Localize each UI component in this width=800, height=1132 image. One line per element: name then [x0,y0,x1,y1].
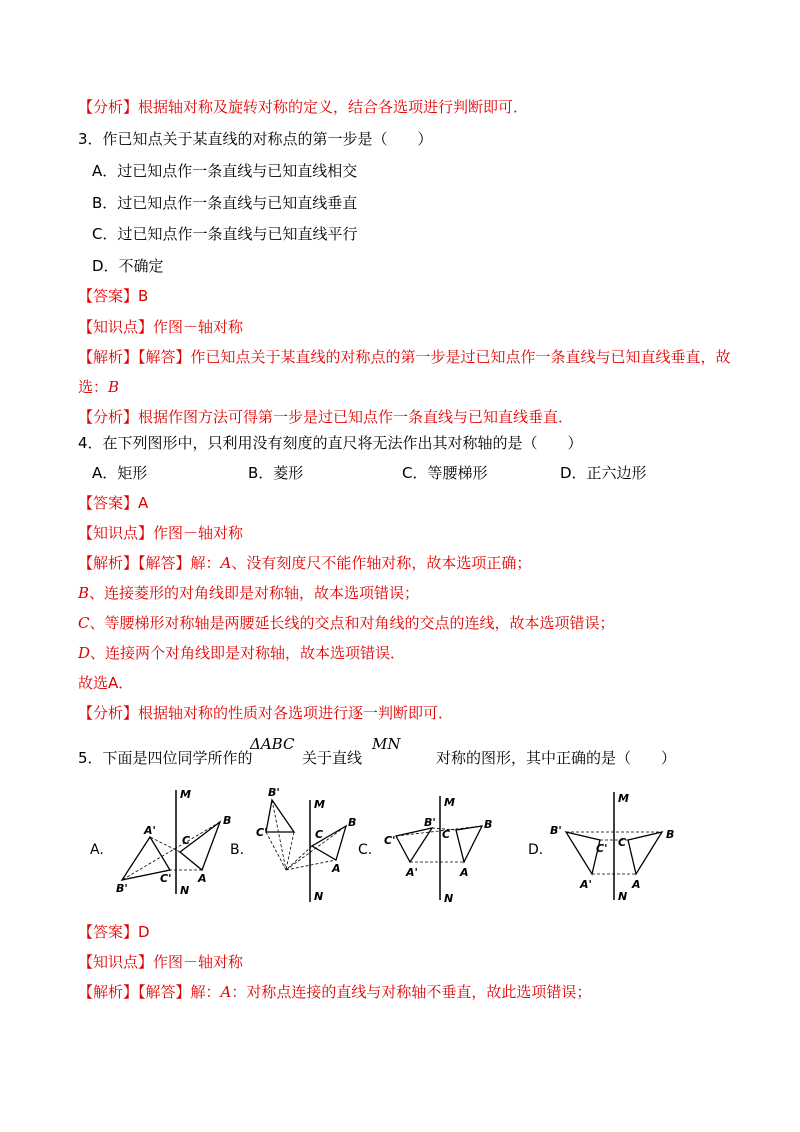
fig-d-label-c: C [618,836,627,849]
q4-solution-line1 [78,553,531,573]
q4-option-a: A．矩形 [92,464,148,482]
q5-solution-line1 [78,982,591,1002]
figure-label-d: D. [528,842,544,858]
q4-option-c: C．等腰梯形 [402,464,488,482]
fig-a-label-c1: C' [160,872,172,885]
fig-d-label-a1: A' [580,878,592,891]
q5-text-3: 对称的图形，其中正确的是（ ） [436,749,677,767]
analysis-q2: 【分析】根据轴对称及旋转对称的定义，结合各选项进行判断即可． [78,98,529,116]
q3-solution-line1: 【解析】【解答】作已知点关于某直线的对称点的第一步是过已知点作一条直线与已知直线垂直，故 [78,348,731,366]
q5-text-2: 关于直线 [302,749,363,767]
q5-line-mn: MN [372,735,401,753]
q3-option-c: C．过已知点作一条直线与已知直线平行 [92,225,358,243]
fig-c-label-a: A [460,866,469,879]
fig-c-label-b1: B' [424,816,436,829]
q5-triangle: ΔABC [250,735,295,753]
fig-b-label-m: M [314,798,325,811]
q4-solution-text-b: 、连接菱形的对角线即是对称轴，故本选项错误； [89,584,420,602]
fig-d-label-n: N [618,890,628,903]
fig-b-label-a: A [332,862,341,875]
fig-b-label-c1: C' [256,826,268,839]
q5-solution-text-a: ：对称点连接的直线与对称轴不垂直，故此选项错误； [231,983,592,1001]
figure-label-a: A. [90,842,104,858]
q4-solution-letter-a: A [220,554,232,572]
fig-a-label-c: C [182,834,191,847]
q4-solution-letter-d: D [78,644,91,662]
q5-solution-letter-a: A [220,983,232,1001]
fig-b-label-b1: B' [268,786,280,799]
fig-c-label-b: B [484,818,493,831]
q3-solution-prefix: 选： [78,378,109,396]
q4-knowledge-point: 【知识点】作图－轴对称 [78,524,244,542]
q5-knowledge-point: 【知识点】作图－轴对称 [78,953,244,971]
q4-option-d: D．正六边形 [560,464,647,482]
fig-a-label-a: A [198,872,207,885]
q4-solution-letter-b: B [78,584,90,602]
question-4: 4．在下列图形中，只利用没有刻度的直尺将无法作出其对称轴的是（ ） [78,434,583,452]
fig-a-label-n: N [180,884,190,897]
q3-analysis: 【分析】根据作图方法可得第一步是过已知点作一条直线与已知直线垂直． [78,408,574,426]
q3-knowledge-point: 【知识点】作图－轴对称 [78,318,244,336]
q3-solution-choice: B [108,378,120,396]
fig-d-label-b: B [666,828,675,841]
fig-a-label-b: B [223,814,232,827]
q4-solution-letter-c: C [78,614,90,632]
fig-c-label-n: N [444,892,454,905]
q4-solution-text-d: 、连接两个对角线即是对称轴，故本选项错误． [90,644,406,662]
q4-options [92,462,732,482]
figure-label-c: C. [358,842,373,858]
q4-solution-line4 [78,643,405,663]
q3-option-b: B．过已知点作一条直线与已知直线垂直 [92,194,358,212]
q3-solution-line2 [78,377,119,397]
q5-figures-svg [80,782,720,912]
q4-selection: 故选A． [78,674,134,692]
q4-solution-line3 [78,613,615,633]
q4-analysis: 【分析】根据轴对称的性质对各选项进行逐一判断即可． [78,704,454,722]
q4-option-b: B．菱形 [248,464,304,482]
q5-figures [80,782,720,912]
fig-c-label-c1: C' [384,834,396,847]
fig-a-label-m: M [180,788,191,801]
fig-d-label-m: M [618,792,629,805]
q5-text-1: 5．下面是四位同学所作的 [78,749,253,767]
fig-b-label-c: C [315,828,324,841]
q4-solution-line2 [78,583,419,603]
figure-a [116,788,231,897]
q5-solution-prefix: 【解析】【解答】解： [78,983,221,1001]
fig-d-label-a: A [632,878,641,891]
q4-solution-prefix: 【解析】【解答】解： [78,554,221,572]
fig-c-label-c: C [442,828,451,841]
fig-d-label-c1: C' [596,842,608,855]
figure-c [384,796,492,905]
figure-d [550,792,674,903]
fig-d-label-b1: B' [550,824,562,837]
fig-a-label-a1: A' [144,824,156,837]
figure-label-b: B. [230,842,245,858]
figure-b [256,786,356,903]
fig-a-label-b1: B' [116,882,128,895]
q4-solution-text-a: 、没有刻度尺不能作轴对称，故本选项正确； [231,554,532,572]
q4-solution-text-c: 、等腰梯形对称轴是两腰延长线的交点和对角线的交点的连线，故本选项错误； [89,614,615,632]
q5-answer: 【答案】D [78,923,150,941]
question-3: 3．作已知点关于某直线的对称点的第一步是（ ） [78,130,433,148]
fig-c-label-a1: A' [406,866,418,879]
fig-c-label-m: M [444,796,455,809]
q4-answer: 【答案】A [78,494,149,512]
q3-option-d: D．不确定 [92,257,164,275]
fig-b-label-n: N [314,890,324,903]
q3-answer: 【答案】B [78,287,149,305]
q3-option-a: A．过已知点作一条直线与已知直线相交 [92,162,358,180]
fig-b-label-b: B [348,816,357,829]
